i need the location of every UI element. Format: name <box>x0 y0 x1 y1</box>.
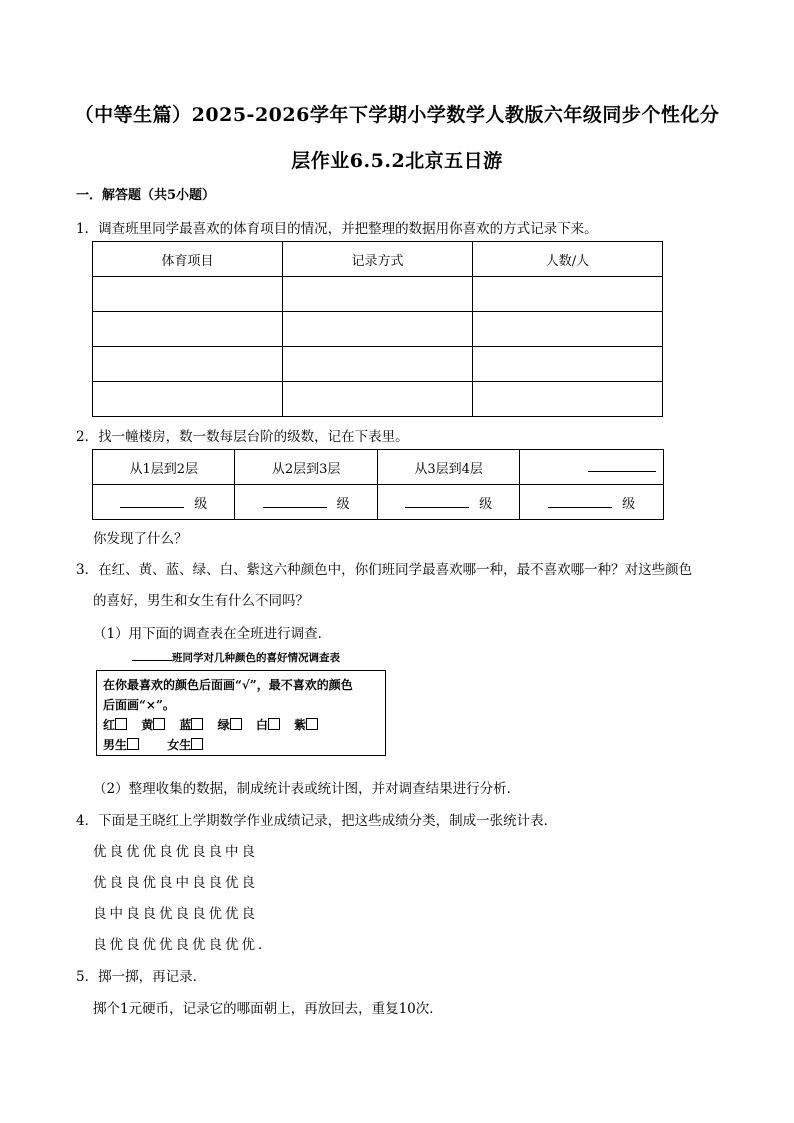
table-row <box>93 485 664 520</box>
survey-box <box>96 670 386 756</box>
table-row <box>93 277 663 312</box>
color-label: 蓝 <box>179 718 192 732</box>
checkbox <box>268 718 280 730</box>
table-header-cell: 人数/人 <box>472 242 662 277</box>
question-1-text: 1．调查班里同学最喜欢的体育项目的情况，并把整理的数据用你喜欢的方式记录下来。 <box>76 221 598 237</box>
gender-label: 男生 <box>103 738 128 752</box>
question-5-text: 5．掷一掷，再记录． <box>76 969 207 985</box>
table-row <box>93 347 663 382</box>
title-line-2: 层作业6.5.2北京五日游 <box>291 150 503 172</box>
grade-row: 良中良良优良良优优良 <box>93 906 258 922</box>
unit-label: 级 <box>479 496 493 512</box>
table-cell <box>377 485 519 520</box>
table-cell <box>520 485 664 520</box>
checkbox <box>115 718 127 730</box>
survey-form-image <box>96 650 388 758</box>
table-cell[interactable] <box>282 277 472 312</box>
table-cell[interactable] <box>93 312 283 347</box>
question-3-sub-1: （1）用下面的调查表在全班进行调查． <box>93 626 332 642</box>
survey-instruction-1: 在你最喜欢的颜色后面画“√”，最不喜欢的颜色 <box>103 678 353 692</box>
question-4-text: 4．下面是王晓红上学期数学作业成绩记录，把这些成绩分类，制成一张统计表． <box>76 813 558 829</box>
table-cell[interactable] <box>472 382 662 417</box>
survey-caption-text: 班同学对几种颜色的喜好情况调查表 <box>172 652 340 664</box>
grade-row: 优良良优良中良良优良 <box>93 875 258 891</box>
table-cell[interactable] <box>472 277 662 312</box>
unit-label: 级 <box>194 496 208 512</box>
answer-blank[interactable] <box>548 495 612 508</box>
checkbox <box>191 718 203 730</box>
table-header-cell: 体育项目 <box>93 242 283 277</box>
checkbox <box>153 718 165 730</box>
table-header-cell: 从3层到4层 <box>377 450 519 485</box>
table-cell[interactable] <box>93 347 283 382</box>
section-heading: 一．解答题（共5小题） <box>76 188 216 203</box>
table-header-cell <box>520 450 664 485</box>
table-header-cell: 从2层到3层 <box>235 450 377 485</box>
class-name-blank <box>132 651 172 661</box>
question-3-line-1: 3．在红、黄、蓝、绿、白、紫这六种颜色中，你们班同学最喜欢哪一种，最不喜欢哪一种？对这些颜色 <box>76 562 693 578</box>
color-label: 绿 <box>217 718 230 732</box>
table-cell[interactable] <box>93 277 283 312</box>
table-header-row <box>93 450 664 485</box>
question-2-followup: 你发现了什么？ <box>93 531 188 547</box>
table-header-cell: 从1层到2层 <box>93 450 235 485</box>
table-cell[interactable] <box>282 312 472 347</box>
q2-table <box>92 449 664 520</box>
color-label: 紫 <box>294 718 307 732</box>
grade-row: 优良优优良优良良中良 <box>93 844 258 860</box>
question-2-text: 2．找一幢楼房，数一数每层台阶的级数，记在下表里。 <box>76 429 409 445</box>
question-5-sub: 掷个1元硬币，记录它的哪面朝上，再放回去，重复10次． <box>93 1001 443 1017</box>
unit-label: 级 <box>622 496 636 512</box>
table-cell[interactable] <box>472 312 662 347</box>
grade-row: 良优良优优良优良优优． <box>93 937 275 953</box>
unit-label: 级 <box>336 496 350 512</box>
q1-table <box>92 241 663 417</box>
answer-blank[interactable] <box>120 495 184 508</box>
survey-caption <box>132 650 340 665</box>
table-row <box>93 312 663 347</box>
table-cell <box>235 485 377 520</box>
table-header-cell: 记录方式 <box>282 242 472 277</box>
table-cell[interactable] <box>282 347 472 382</box>
title-line-1: （中等生篇）2025-2026学年下学期小学数学人教版六年级同步个性化分 <box>74 104 720 126</box>
table-cell <box>93 485 235 520</box>
table-cell[interactable] <box>472 347 662 382</box>
color-label: 红 <box>103 718 116 732</box>
checkbox <box>230 718 242 730</box>
answer-blank[interactable] <box>405 495 469 508</box>
checkbox <box>306 718 318 730</box>
color-options <box>103 715 379 735</box>
table-row <box>93 382 663 417</box>
gender-label: 女生 <box>167 738 192 752</box>
checkbox <box>127 738 139 750</box>
question-3-line-2: 的喜好，男生和女生有什么不同吗？ <box>93 593 309 609</box>
answer-blank[interactable] <box>588 459 656 472</box>
color-label: 黄 <box>141 718 154 732</box>
table-cell[interactable] <box>282 382 472 417</box>
table-header-row <box>93 242 663 277</box>
gender-options <box>103 735 379 755</box>
color-label: 白 <box>255 718 268 732</box>
checkbox <box>191 738 203 750</box>
table-cell[interactable] <box>93 382 283 417</box>
survey-instruction-2: 后面画“×”。 <box>103 698 175 712</box>
question-3-sub-2: （2）整理收集的数据，制成统计表或统计图，并对调查结果进行分析． <box>93 781 521 797</box>
answer-blank[interactable] <box>263 495 327 508</box>
